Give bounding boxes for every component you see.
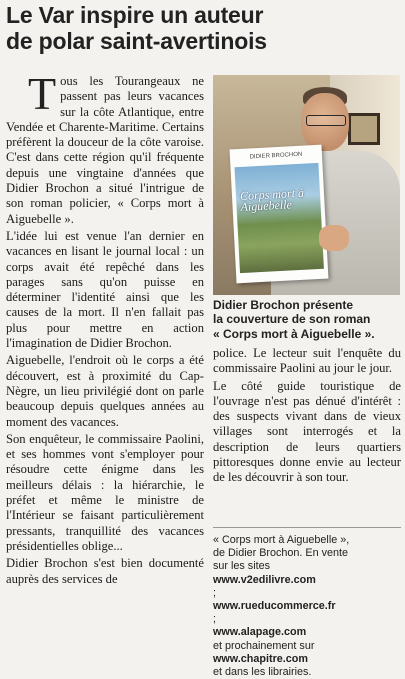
info-line (213, 653, 401, 666)
drop-cap: T (28, 68, 57, 119)
info-line: « Corps mort à Aiguebelle », (213, 534, 350, 546)
wall-frame (348, 113, 380, 145)
info-line: et dans les librairies. (213, 666, 312, 679)
caption-line-3: « Corps mort à Aiguebelle ». (213, 326, 375, 341)
info-line (213, 626, 401, 639)
article-paragraph: Le côté guide touristique de l'ouvrage n'est pas dénué d'intérêt : des suspects vivant dans de vieux villages sont interrogés et la description de leurs quartiers pittoresques donne envie au lecteur de les découvrir à son tour. (213, 378, 401, 485)
glasses (306, 115, 346, 126)
article-paragraph: Didier Brochon s'est bien documenté auprès des services de (6, 556, 204, 586)
info-line: sur les sites www.v2edilivre.com ; (213, 560, 316, 599)
book-cover-art (234, 163, 323, 273)
site-link[interactable]: www.chapitre.com (213, 652, 308, 665)
article-column-right (213, 346, 401, 488)
article-paragraph: L'idée lui est venue l'an dernier en vacances en lisant le journal local : un corps avait été repêché dans les parages sans qu'on puisse en déterminer l'identité ainsi que les causes de la mort. Il n'en fallait pas plus pour mettre en action l'imagination de Didier Brochon. (6, 228, 204, 351)
article-paragraph: police. Le lecteur suit l'enquête du commissaire Paolini au jour le jour. (213, 346, 401, 376)
site-link[interactable]: www.v2edilivre.com (213, 573, 316, 586)
info-line: de Didier Brochon. En vente (213, 547, 349, 560)
info-line: et prochainement sur (213, 639, 315, 652)
headline (6, 2, 402, 54)
headline-line-2: de polar saint-avertinois (6, 28, 267, 54)
book-cover (230, 145, 329, 284)
caption-line-2: la couverture de son roman (213, 312, 371, 327)
headline-line-1: Le Var inspire un auteur (6, 2, 264, 28)
book-cover-title: Corps mort à Aiguebelle (239, 185, 305, 214)
site-link[interactable]: www.rueducommerce.fr (213, 600, 336, 613)
book-info-box (213, 527, 401, 679)
author-hand (319, 225, 349, 251)
info-line: www.rueducommerce.fr ; (213, 600, 336, 626)
book-cover-author: DIDIER BROCHON (249, 151, 303, 161)
photo-caption (213, 298, 401, 341)
article-column-left (6, 68, 204, 589)
site-link[interactable]: www.alapage.com (213, 626, 307, 639)
article-paragraph: Aiguebelle, l'endroit où le corps a été découvert, est à proximité du Cap-Nègre, un lieu privilégié dont on parle beaucoup depuis quelques années au moment des vacances. (6, 353, 204, 429)
article-paragraph: Tous les Tourangeaux ne passent pas leurs vacances sur la côte Atlantique, entre Vendée et Charente-Maritime. Certains préfèrent la douceur de la côte varoise. C'est dans cette région qu'il fréquente depuis une vingtaine d'années que Didier Brochon a situé l'intrigue de son roman policier, « Corps mort à Aiguebelle ». (6, 68, 204, 226)
caption-line-1: Didier Brochon présente (213, 298, 354, 312)
author-photo (213, 75, 400, 295)
article-paragraph: Son enquêteur, le commissaire Paolini, et ses hommes vont s'employer pour résoudre cette énigme dans les meilleurs délais : la hiérarchie, le préfet et même le ministre de l'Intérieur se faisant particulièrement pressants, tranquillité des vacances présidentielles oblige... (6, 431, 204, 553)
